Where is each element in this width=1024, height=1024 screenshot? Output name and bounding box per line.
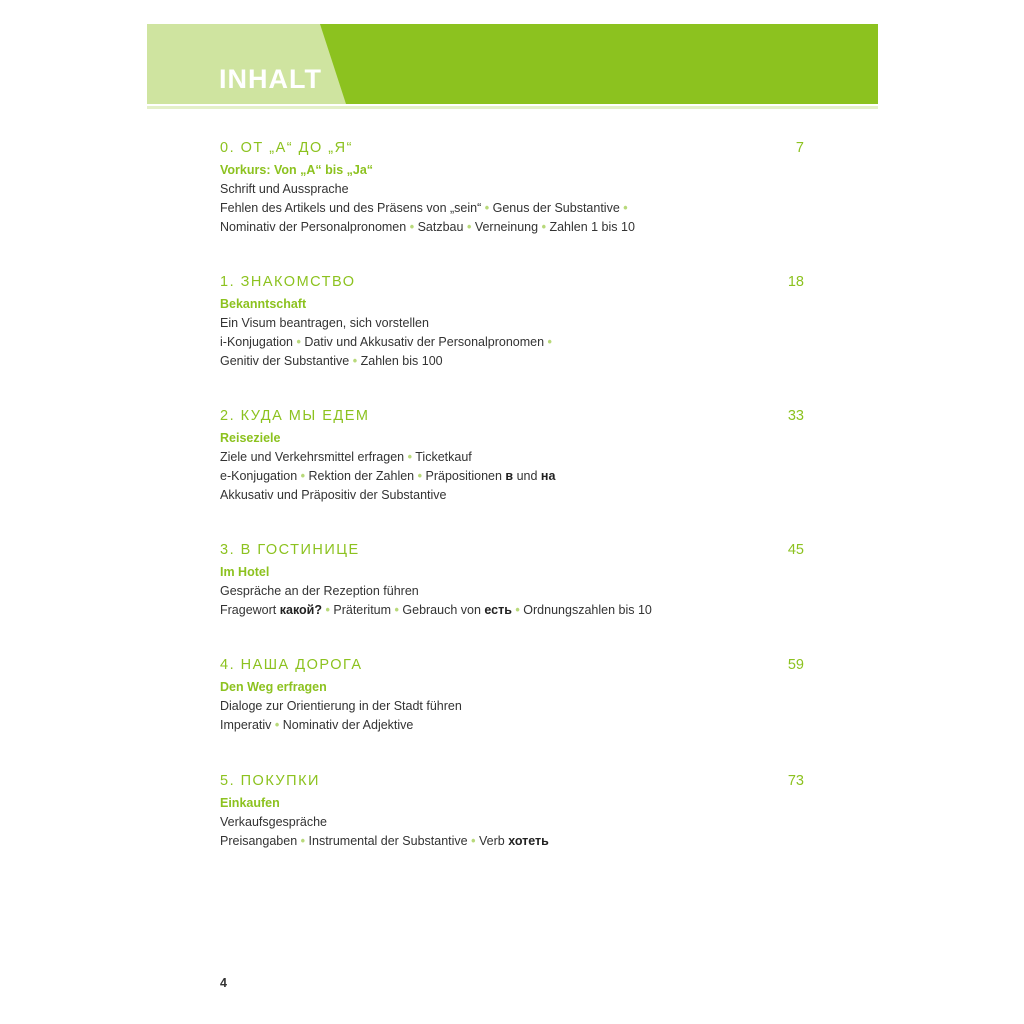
chapter-heading (220, 542, 810, 562)
topic: Präteritum (333, 603, 392, 617)
topic: und (513, 469, 541, 483)
separator-dot: • (394, 603, 399, 617)
chapter-page-number: 45 (787, 542, 804, 558)
topic: Präpositionen (425, 469, 506, 483)
chapter-line (220, 486, 810, 505)
topic: Instrumental der Substantive (308, 834, 468, 848)
topic: Ziele und Verkehrsmittel erfragen (220, 450, 405, 464)
separator-dot: • (471, 834, 476, 848)
chapter-line (220, 467, 810, 486)
chapter-line (220, 832, 810, 851)
separator-dot: • (274, 718, 280, 732)
topic: Verkaufsgespräche (220, 815, 328, 829)
topic: Schrift und Aussprache (220, 182, 349, 196)
topic: Zahlen bis 100 (360, 354, 443, 368)
toc-chapter-0[interactable] (220, 140, 810, 237)
toc-chapter-1[interactable] (220, 274, 810, 371)
topic: Imperativ (220, 718, 272, 732)
topic: Ein Visum beantragen, sich vorstellen (220, 316, 429, 330)
chapter-subtitle: Im Hotel (220, 565, 270, 579)
toc-chapter-5[interactable] (220, 773, 810, 851)
chapter-page-number: 18 (787, 274, 804, 290)
topic: e-Konjugation (220, 469, 298, 483)
toc-chapter-2[interactable] (220, 408, 810, 505)
topic: Preisangaben (220, 834, 298, 848)
chapter-line (220, 199, 810, 218)
topic: Fehlen des Artikels und des Präsens von „sein“ (220, 201, 482, 215)
topic: Verb (479, 834, 509, 848)
chapter-subtitle: Vorkurs: Von „A“ bis „Ja“ (220, 163, 374, 177)
chapter-title: 1. ЗНАКОМСТВО (220, 274, 356, 290)
chapter-line (220, 448, 810, 467)
separator-dot: • (300, 469, 306, 483)
topic: Nominativ der Personalpronomen (220, 220, 407, 234)
topic: Verneinung (474, 220, 539, 234)
chapter-title: 5. ПОКУПКИ (220, 773, 320, 789)
separator-dot: • (325, 603, 330, 617)
page-title: INHALT (219, 64, 322, 94)
separator-dot: • (466, 220, 472, 234)
chapter-title: 2. КУДА МЫ ЕДЕМ (220, 408, 370, 424)
chapter-subtitle: Reiseziele (220, 431, 281, 445)
topic: Gebrauch von (402, 603, 485, 617)
page-number: 4 (220, 976, 227, 990)
chapter-page-number: 59 (787, 657, 804, 673)
topic: Akkusativ und Präpositiv der Substantive (220, 488, 447, 502)
chapter-subtitle: Einkaufen (220, 796, 280, 810)
header-divider (147, 106, 878, 109)
toc-chapter-3[interactable] (220, 542, 810, 620)
chapter-page-number: 73 (787, 773, 804, 789)
topic: Dialoge zur Orientierung in der Stadt führen (220, 699, 462, 713)
russian-word: на (540, 469, 556, 483)
russian-word: какой? (279, 603, 323, 617)
russian-word: в (505, 469, 514, 483)
topic: Dativ und Akkusativ der Personalpronomen (304, 335, 545, 349)
separator-dot: • (352, 354, 358, 368)
chapter-heading (220, 274, 810, 294)
chapter-heading (220, 408, 810, 428)
chapter-line (220, 352, 810, 371)
separator-dot: • (541, 220, 546, 234)
separator-dot: • (515, 603, 520, 617)
topic: Rektion der Zahlen (308, 469, 415, 483)
topic: Ordnungszahlen bis 10 (523, 603, 652, 617)
chapter-line (220, 697, 810, 716)
chapter-page-number: 7 (795, 140, 804, 156)
chapter-heading (220, 140, 810, 160)
separator-dot: • (300, 834, 306, 848)
topic: Genitiv der Substantive (220, 354, 350, 368)
chapter-subtitle: Den Weg erfragen (220, 680, 327, 694)
toc-chapter-4[interactable] (220, 657, 810, 735)
topic: i-Konjugation (220, 335, 293, 349)
header-banner (147, 24, 878, 104)
chapter-line (220, 218, 810, 237)
topic: Zahlen 1 bis 10 (549, 220, 635, 234)
topic: Satzbau (417, 220, 464, 234)
separator-dot: • (623, 201, 628, 215)
chapter-line (220, 601, 810, 620)
chapter-title: 3. В ГОСТИНИЦЕ (220, 542, 360, 558)
chapter-title: 4. НАША ДОРОГА (220, 657, 363, 673)
separator-dot: • (409, 220, 415, 234)
chapter-title: 0. ОТ „А“ ДО „Я“ (220, 140, 353, 156)
separator-dot: • (296, 335, 301, 349)
separator-dot: • (417, 469, 423, 483)
chapter-subtitle: Bekanntschaft (220, 297, 307, 311)
chapter-line (220, 813, 810, 832)
chapter-line (220, 314, 810, 333)
topic: Nominativ der Adjektive (282, 718, 414, 732)
russian-word: есть (484, 603, 512, 617)
separator-dot: • (484, 201, 490, 215)
chapter-line (220, 582, 810, 601)
separator-dot: • (407, 450, 412, 464)
chapter-line (220, 716, 810, 735)
chapter-heading (220, 773, 810, 793)
topic: Fragewort (220, 603, 280, 617)
russian-word: хотеть (508, 834, 549, 848)
separator-dot: • (547, 335, 552, 349)
topic: Genus der Substantive (492, 201, 620, 215)
chapter-line (220, 180, 810, 199)
topic: Gespräche an der Rezeption führen (220, 584, 419, 598)
topic: Ticketkauf (415, 450, 472, 464)
chapter-page-number: 33 (787, 408, 804, 424)
chapter-heading (220, 657, 810, 677)
chapter-line (220, 333, 810, 352)
